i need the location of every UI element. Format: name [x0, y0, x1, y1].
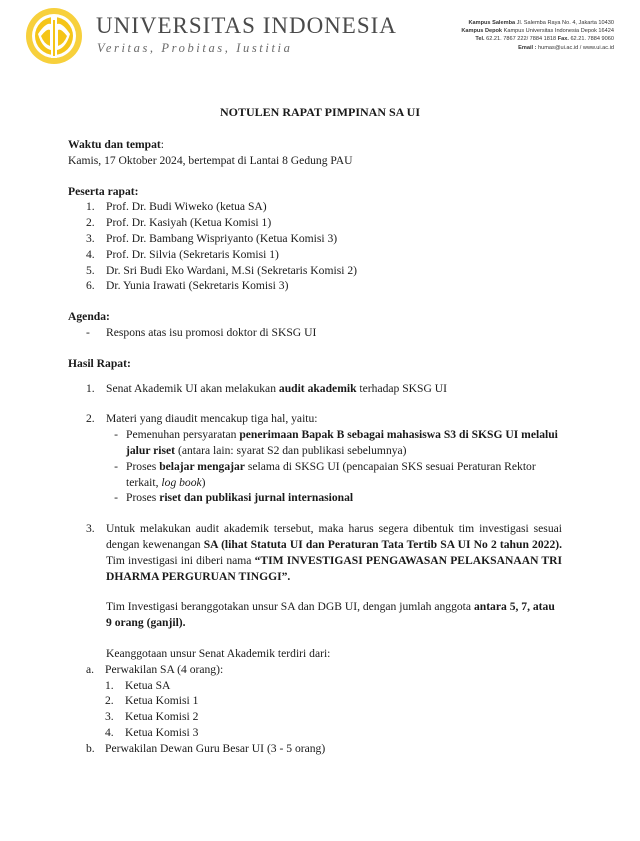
sub-item-b: b. Perwakilan Dewan Guru Besar UI (3 - 5 orang): [86, 741, 326, 755]
hasil-item-3-keanggotaan: Keanggotaan unsur Senat Akademik terdiri dari:: [106, 646, 331, 660]
address-line-depok: Kampus Depok Kampus Universitas Indonesia Depok 16424: [461, 28, 614, 35]
sub-item-a: a. Perwakilan SA (4 orang):: [86, 662, 224, 676]
hasil-item-3-members-count: Tim Investigasi beranggotakan unsur SA dan DGB UI, dengan jumlah anggota antara 5, 7, atau 9 orang (ganjil).: [106, 600, 555, 630]
address-line-email: Email : humas@ui.ac.id / www.ui.ac.id: [518, 44, 614, 51]
hasil-item-1: 1. Senat Akademik UI akan melakukan audit akademik terhadap SKSG UI: [86, 381, 448, 395]
list-item: 1. Prof. Dr. Budi Wiweko (ketua SA): [86, 200, 267, 214]
hasil-item-3: 3. Untuk melakukan audit akademik tersebut, maka harus segera dibentuk tim investigasi sesuai dengan kewenangan SA (lihat Statuta UI dan Peraturan Tata Tertib SA UI No 2 tahun 2022). Tim investigasi ini diberi nama “TIM INVESTIGASI PENGAWASAN PELAKSANAAN TRI DHARMA PERGURUAN TINGGI”. Tim Investigasi beranggotakan unsur SA dan DGB UI, dengan jumlah anggota antara 5, 7, atau 9 orang (ganjil). Keanggotaan unsur Senat Akademik terdiri dari:: [86, 522, 562, 660]
address-line-phone: Tel. 62.21. 7867 222/ 7884 1818 Fax. 62.21. 7884 9060: [475, 36, 614, 43]
list-item: - Pemenuhan persyaratan penerimaan Bapak B sebagai mahasiswa S3 di SKSG UI melalui jalur riset (antara lain: syarat S2 dan publikasi sebelumnya): [114, 428, 558, 457]
list-item: 1. Ketua SA: [105, 678, 171, 692]
waktu-value: Kamis, 17 Oktober 2024, bertempat di Lantai 8 Gedung PAU: [68, 153, 353, 167]
university-name: UNIVERSITAS INDONESIA: [96, 13, 397, 38]
waktu-label: Waktu dan tempat:: [68, 138, 165, 151]
list-item: 6. Dr. Yunia Irawati (Sekretaris Komisi 3): [86, 279, 289, 293]
list-item: 3. Ketua Komisi 2: [105, 710, 199, 724]
list-item: 4. Ketua Komisi 3: [105, 725, 199, 739]
list-item: - Proses belajar mengajar selama di SKSG UI (pencapaian SKS sesuai Peraturan Rektor terkait, log book): [114, 459, 536, 489]
hasil-label: Hasil Rapat:: [68, 356, 131, 370]
list-item: 2. Ketua Komisi 1: [105, 694, 199, 708]
list-item: 4. Prof. Dr. Silvia (Sekretaris Komisi 1): [86, 247, 279, 261]
hasil-list: [68, 381, 562, 757]
peserta-label: Peserta rapat:: [68, 184, 139, 198]
list-item: 3. Prof. Dr. Bambang Wispriyanto (Ketua Komisi 3): [86, 231, 338, 245]
list-item: 5. Dr. Sri Budi Eko Wardani, M.Si (Sekretaris Komisi 2): [86, 263, 357, 277]
document-body: [68, 137, 562, 757]
list-item: - Proses riset dan publikasi jurnal internasional: [114, 491, 354, 505]
list-item: 2. Prof. Dr. Kasiyah (Ketua Komisi 1): [86, 216, 272, 230]
agenda-list: [68, 325, 562, 341]
makara-logo-icon: [24, 6, 84, 66]
list-item: - Respons atas isu promosi doktor di SKSG UI: [86, 325, 317, 339]
hasil-item-3-paragraph: Untuk melakukan audit akademik tersebut, maka harus segera dibentuk tim investigasi sesuai dengan kewenangan SA (lihat Statuta UI dan Peraturan Tata Tertib SA UI No 2 tahun 2022). Tim investigasi ini diberi nama “TIM INVESTIGASI PENGAWASAN PELAKSANAAN TRI DHARMA PERGURUAN TINGGI”.: [106, 522, 562, 583]
hasil-item-2-intro: Materi yang diaudit mencakup tiga hal, yaitu:: [106, 412, 318, 426]
agenda-label: Agenda:: [68, 310, 110, 324]
university-motto: Veritas, Probitas, Iustitia: [97, 41, 293, 55]
letterhead: [0, 0, 640, 80]
address-block: [404, 19, 614, 52]
address-line-salemba: Kampus Salemba Jl. Salemba Raya No. 4, Jakarta 10430: [468, 20, 614, 26]
peserta-list: [68, 199, 562, 294]
document-title: NOTULEN RAPAT PIMPINAN SA UI: [219, 105, 420, 119]
hasil-item-2: 2. Materi yang diaudit mencakup tiga hal, yaitu: - Pemenuhan persyaratan penerimaan Bapak B sebagai mahasiswa S3 di SKSG UI melalui jalur riset (antara lain: syarat S2 dan publikasi sebelumnya) - Proses belajar mengajar selama di SKSG UI (pencapaian SKS sesuai Peraturan Rektor terkait, log book) - Proses riset dan publikasi jurnal internasional: [86, 411, 562, 506]
